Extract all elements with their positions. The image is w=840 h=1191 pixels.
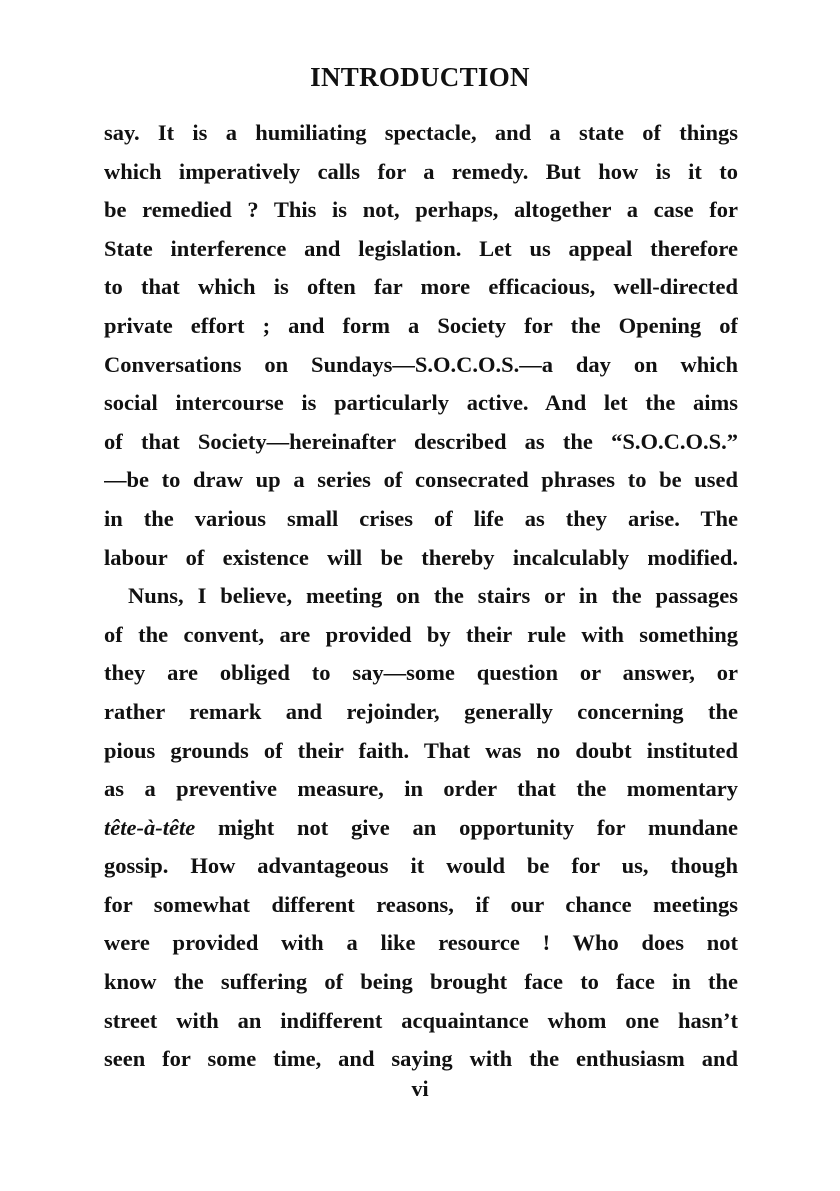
line-text: they are obliged to say—some question or answer, or [104, 660, 738, 686]
text-line [104, 230, 738, 269]
line-text: street with an indifferent acquaintance whom one hasn’t [104, 1007, 738, 1033]
text-line [104, 423, 738, 462]
text-line [104, 847, 738, 886]
line-text: pious grounds of their faith. That was no doubt instituted [104, 737, 738, 763]
line-text: of that Society—hereinafter described as the “S.O.C.O.S.” [104, 428, 738, 454]
line-text: for somewhat different reasons, if our chance meetings [104, 891, 738, 917]
paragraph [104, 577, 738, 1079]
text-line [104, 577, 738, 616]
text-line [104, 770, 738, 809]
line-text: might not give an opportunity for mundane [195, 814, 738, 840]
line-text: private effort ; and form a Society for the Opening of [104, 312, 738, 338]
text-line [104, 384, 738, 423]
text-line [104, 500, 738, 539]
text-line [104, 924, 738, 963]
text-line [104, 616, 738, 655]
line-text: be remedied ? This is not, perhaps, altogether a case for [104, 197, 738, 223]
line-text: were provided with a like resource ! Who does not [104, 930, 738, 956]
line-text: State interference and legislation. Let us appeal therefore [104, 235, 738, 261]
text-line [104, 268, 738, 307]
line-text: as a preventive measure, in order that the momentary [104, 776, 738, 802]
line-text: which imperatively calls for a remedy. But how is it to [104, 158, 738, 184]
text-line [104, 461, 738, 500]
body-text [104, 114, 738, 1079]
line-text: to that which is often far more efficacious, well-directed [104, 274, 738, 300]
line-text: labour of existence will be thereby incalculably modified. [104, 544, 738, 570]
text-line [104, 654, 738, 693]
text-line [104, 1040, 738, 1079]
line-text: say. It is a humiliating spectacle, and a state of things [104, 120, 738, 145]
line-text: gossip. How advantageous it would be for us, though [104, 853, 738, 879]
text-line [104, 191, 738, 230]
text-line [104, 307, 738, 346]
line-text: —be to draw up a series of consecrated phrases to be used [104, 467, 738, 493]
line-text: of the convent, are provided by their rule with something [104, 621, 738, 647]
text-line [104, 114, 738, 153]
text-line [104, 886, 738, 925]
text-line [104, 693, 738, 732]
text-line [104, 1002, 738, 1041]
line-text: seen for some time, and saying with the enthusiasm and [104, 1046, 738, 1072]
text-line [104, 539, 738, 578]
line-text: know the suffering of being brought face to face in the [104, 969, 738, 995]
page-number: vi [411, 1076, 429, 1101]
line-text: social intercourse is particularly active. And let the aims [104, 390, 738, 416]
paragraph [104, 114, 738, 577]
text-line [104, 809, 738, 848]
text-line [104, 153, 738, 192]
line-text: Nuns, I believe, meeting on the stairs or in the passages [128, 583, 738, 609]
text-line [104, 732, 738, 771]
italic-phrase: tête-à-tête [104, 814, 196, 840]
text-line [104, 963, 738, 1002]
line-text: rather remark and rejoinder, generally concerning the [104, 698, 738, 724]
page-title: INTRODUCTION [310, 62, 530, 92]
line-text: Conversations on Sundays—S.O.C.O.S.—a day on which [104, 351, 738, 377]
line-text: in the various small crises of life as they arise. The [104, 505, 738, 531]
text-line [104, 346, 738, 385]
